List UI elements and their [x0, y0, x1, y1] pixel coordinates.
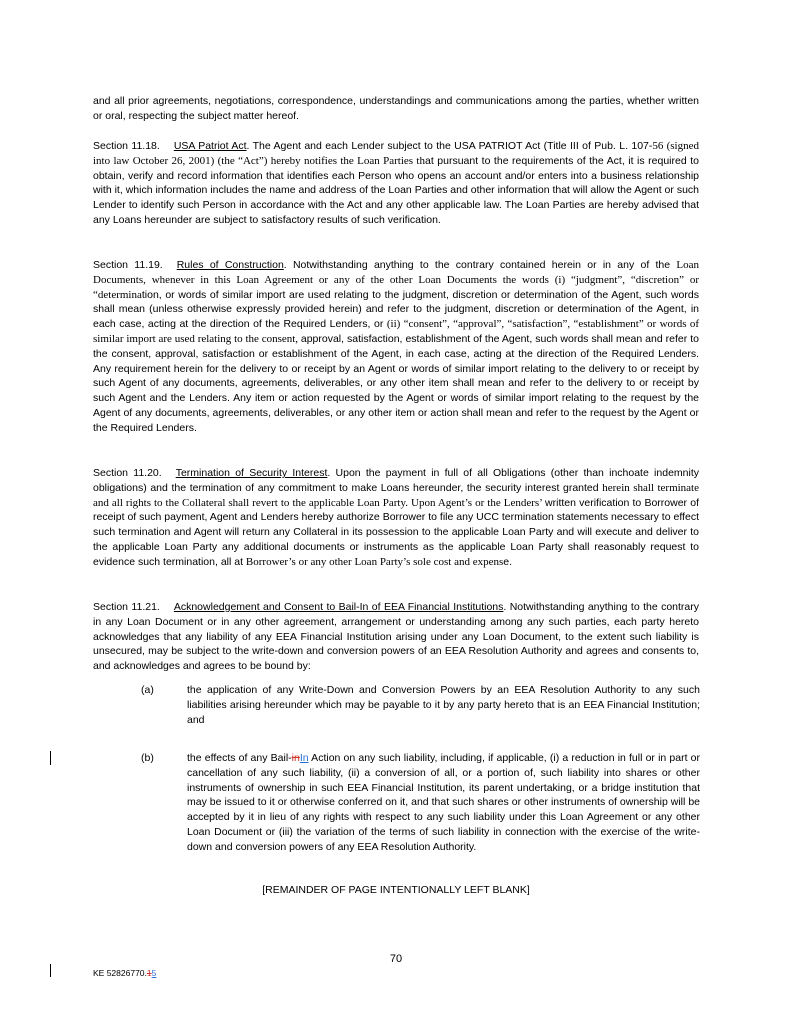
section-11-19: Section 11.19. Rules of Construction. Notwithstanding anything to the contrary contained herein or in any of the Loan Documents, whenever in this Loan Agreement or any of the other Loan Documents the words (i) “judgment”, “discretion” or “determination, or words of similar import are used relating to the judgment, discretion or determination of the Agent, such words shall mean (unless otherwise expressly provided herein) and refer to the judgment, discretion or determination of the Agent, in each case, acting at the direction of the Required Lenders, or (ii) “consent”, “approval”, “satisfaction”, “establishment” or words of similar import are used relating to the consent, approval, satisfaction, establishment of the Agent, such words shall mean and refer to the consent, approval, satisfaction or establishment of the Agent, in each case, acting at the direction of the Required Lenders. Any requirement herein for the delivery to or receipt by an Agent or words of similar import relating to the delivery to or receipt by such Agent of any documents, agreements, deliverables, or any other item shall mean and refer to the delivery to or receipt by such Agent and the Lenders. Any item or action requested by the Agent or words of similar import relating to the request by the Agent of any documents, agreements, deliverables, or any other item or action shall mean and refer to the request by the Agent or the Required Lenders. — [93, 259, 699, 434]
intro-text: and all prior agreements, negotiations, correspondence, understandings and communications among the parties, whether written or oral, respecting the subject matter hereof. — [93, 95, 699, 122]
section-title: USA Patriot Act — [173, 140, 247, 152]
page-number: 70 — [389, 953, 403, 965]
section-title: Rules of Construction — [176, 259, 284, 271]
section-number: Section 11.19. — [93, 259, 163, 271]
section-11-21: Section 11.21. Acknowledgement and Consent to Bail-In of EEA Financial Institutions. Notwithstanding anything to the contrary in any Loan Document or in any other agreement, arrangement or understanding among any such parties, each party hereto acknowledges that any liability of any EEA Financial Institution arising under any Loan Document, to the extent such liability is unsecured, may be subject to the write-down and conversion powers of an EEA Resolution Authority and agrees and consents to, and acknowledges and agrees to be bound by: — [93, 601, 699, 673]
list-item-text: the effects of any Bail-inIn Action on any such liability, including, if applicable, (i) a reduction in full or in part or cancellation of any such liability, (ii) a conversion of all, or a portion of, such liability into shares or other instruments of ownership in such EEA Financial Institution, its parent undertaking, or a bridge institution that may be issued to it or otherwise conferred on it, and that such shares or other instruments of ownership will be accepted by it in lieu of any rights with respect to any such liability under this Loan Agreement or any other Loan Document or (iii) the variation of the terms of such liability in connection with the exercise of the write-down and conversion powers of any EEA Resolution Authority. — [187, 752, 700, 853]
section-number: Section 11.20. — [93, 467, 162, 479]
change-bar — [50, 751, 51, 765]
tracked-insertion: 5 — [151, 968, 157, 978]
list-label: (a) — [141, 684, 154, 696]
section-number: Section 11.21. — [93, 601, 160, 613]
section-11-18: Section 11.18. USA Patriot Act. The Agent and each Lender subject to the USA PATRIOT Act (Title III of Pub. L. 107-56 (signed into law October 26, 2001) (the “Act”) hereby notifies the Loan Parties that pursuant to the requirements of the Act, it is required to obtain, verify and record information that identifies each Person who opens an account and/or enters into a business relationship with it, which information includes the name and address of the Loan Parties and other information that will allow the Agent or such Lender to identify such Person in accordance with the Act and any other applicable law. The Loan Parties are hereby advised that any Loans hereunder are subject to satisfactory results of such verification. — [93, 140, 699, 226]
list-label: (b) — [141, 752, 154, 764]
intro-paragraph — [93, 94, 699, 124]
document-footer: KE 52826770.15 — [93, 968, 157, 978]
tracked-insertion: In — [299, 752, 309, 764]
list-item-text: the application of any Write-Down and Conversion Powers by an EEA Resolution Authority to any such liabilities arising hereunder which may be payable to it by any party hereto that is an EEA Financial Institution; and — [187, 684, 700, 726]
section-title: Termination of Security Interest — [175, 467, 328, 479]
section-11-20: Section 11.20. Termination of Security Interest. Upon the payment in full of all Obligations (other than inchoate indemnity obligations) and the termination of any commitment to make Loans hereunder, the security interest granted herein shall terminate and all rights to the Collateral shall revert to the applicable Loan Party. Upon Agent’s or the Lenders’ written verification to Borrower of receipt of such payment, Agent and Lenders hereby authorize Borrower to file any UCC termination statements necessary to effect such termination and Agent will return any Collateral in its possession to the applicable Loan Party and will execute and deliver to the applicable Loan Party any additional documents or instruments as the applicable Loan Party shall reasonably request to evidence such termination, all at Borrower’s or any other Loan Party’s sole cost and expense. — [93, 467, 700, 568]
section-title: Acknowledgement and Consent to Bail-In of EEA Financial Institutions — [173, 601, 504, 613]
tracked-deletion: in — [291, 752, 300, 764]
tracked-deletion: 1 — [146, 968, 152, 978]
change-bar — [50, 964, 51, 977]
remainder-notice: [REMAINDER OF PAGE INTENTIONALLY LEFT BLANK] — [262, 884, 530, 896]
section-number: Section 11.18. — [93, 140, 160, 152]
